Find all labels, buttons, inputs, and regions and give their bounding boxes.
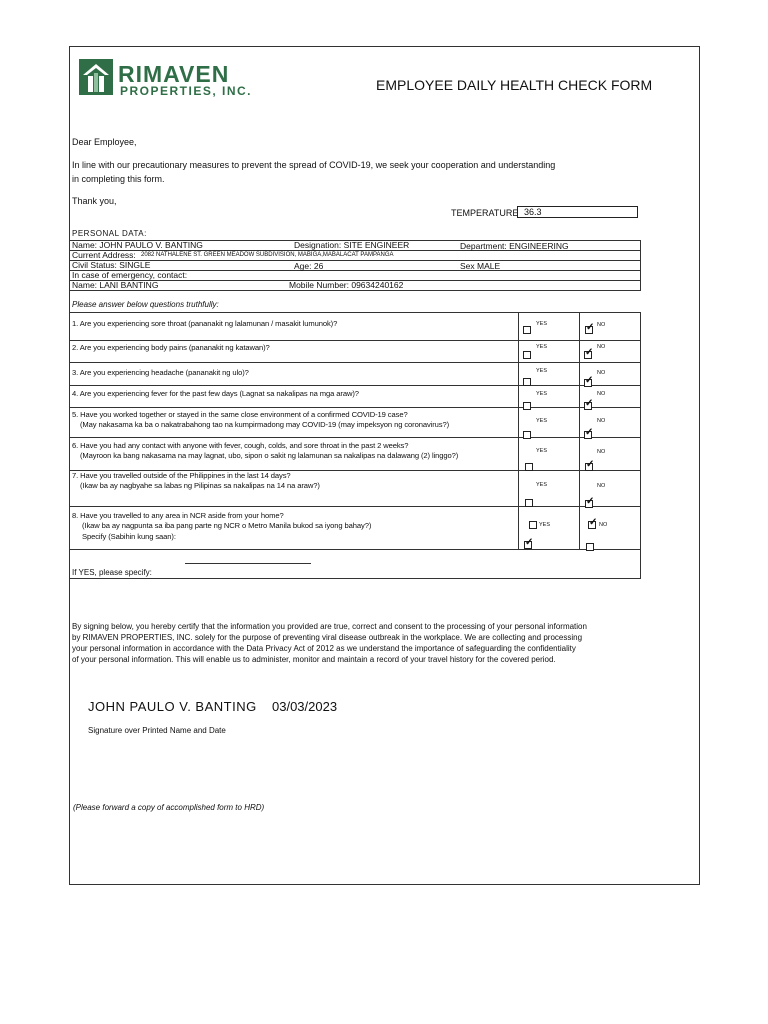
question-8: 8. Have you travelled to any area in NCR aside from your home?	[72, 511, 284, 520]
consent-line-2: by RIMAVEN PROPERTIES, INC. solely for the purpose of preventing viral disease outbreak in the workplace. We are collecting and processing	[72, 633, 583, 642]
q3-no-checkbox[interactable]	[584, 379, 592, 387]
question-5-translation: (May nakasama ka ba o nakatrabahong tao na kumpirmadong may COVID-19 (may impeksyon ng coronavirus?)	[80, 420, 450, 429]
question-8-translation: (Ikaw ba ay nagpunta sa iba pang parte ng NCR o Metro Manila bukod sa iyong bahay?)	[82, 521, 372, 530]
question-7-translation: (Ikaw ba ay nagbyahe sa labas ng Pilipinas sa nakalipas na 14 na araw?)	[80, 481, 320, 490]
form-page	[69, 46, 700, 885]
question-5: 5. Have you worked together or stayed in the same close environment of a confirmed COVID-19 case?	[72, 410, 408, 419]
question-2: 2. Are you experiencing body pains (pananakit ng katawan)?	[72, 343, 270, 352]
q3-yes-checkbox[interactable]	[523, 378, 531, 386]
personal-data-heading: PERSONAL DATA:	[72, 229, 147, 238]
consent-line-1: By signing below, you hereby certify that the information you provided are true, correct and consent to the processing of your personal information	[72, 622, 587, 631]
q8-yes-label: YES	[539, 522, 551, 528]
footer-note: (Please forward a copy of accomplished form to HRD)	[73, 803, 265, 812]
q1-no-label: NO	[597, 322, 606, 328]
q2-yes-label: YES	[536, 344, 548, 350]
q4-no-label: NO	[597, 391, 606, 397]
consent-line-3: your personal information in accordance with the Data Privacy Act of 2012 as we understand the importance of safeguarding the confidentiality	[72, 644, 576, 653]
question-3: 3. Are you experiencing headache (pananakit ng ulo)?	[72, 368, 249, 377]
q6-yes-label: YES	[536, 448, 548, 454]
q4-no-checkbox[interactable]	[584, 402, 592, 410]
temperature-field[interactable]: 36.3	[517, 206, 638, 218]
q7-yes-label: YES	[536, 482, 548, 488]
signature-date: 03/03/2023	[272, 699, 338, 714]
question-6-translation: (Mayroon ka bang nakasama na may lagnat, ubo, sipon o sakit ng lalamunan sa nakalipas na dalawang (2) linggo?)	[80, 451, 459, 460]
question-6: 6. Have you had any contact with anyone with fever, cough, colds, and sore throat in the past 2 weeks?	[72, 441, 409, 450]
q7-no-label: NO	[597, 483, 606, 489]
q8-yes-checkbox-inline[interactable]	[529, 521, 537, 529]
q2-no-label: NO	[597, 344, 606, 350]
q5-yes-checkbox[interactable]	[523, 431, 531, 439]
q5-no-label: NO	[597, 418, 606, 424]
q2-no-checkbox[interactable]	[584, 351, 592, 359]
company-name: RIMAVEN	[118, 61, 230, 87]
company-logo-icon	[79, 59, 113, 95]
q7-no-checkbox[interactable]	[585, 500, 593, 508]
civil-status: Civil Status: SINGLE	[72, 260, 151, 270]
company-subtitle: PROPERTIES, INC.	[120, 84, 253, 98]
q8-yes-checkbox[interactable]	[524, 541, 532, 549]
q2-yes-checkbox[interactable]	[523, 351, 531, 359]
q1-yes-checkbox[interactable]	[523, 326, 531, 334]
sex: Sex MALE	[460, 261, 501, 271]
question-4: 4. Are you experiencing fever for the past few days (Lagnat sa nakalipas na mga araw)?	[72, 389, 359, 398]
emergency-contact-label: In case of emergency, contact:	[72, 270, 188, 280]
question-1: 1. Are you experiencing sore throat (pananakit ng lalamunan / masakit lumunok)?	[72, 319, 338, 328]
mobile-number: Mobile Number: 09634240162	[289, 280, 404, 290]
consent-line-4: of your personal information. This will enable us to administer, monitor and maintain a record of your travel history for the covered period.	[72, 655, 556, 664]
address-label: Current Address:	[72, 250, 136, 260]
contact-name: Name: LANI BANTING	[72, 280, 159, 290]
q1-yes-label: YES	[536, 321, 548, 327]
question-7: 7. Have you travelled outside of the Philippines in the last 14 days?	[72, 471, 291, 480]
q4-yes-label: YES	[536, 391, 548, 397]
q5-yes-label: YES	[536, 418, 548, 424]
intro-line-2: in completing this form.	[72, 174, 165, 184]
q8-no-checkbox-inline[interactable]	[588, 521, 596, 529]
q6-yes-checkbox[interactable]	[525, 463, 533, 471]
thank-you: Thank you,	[72, 196, 117, 206]
address-value: 2082 NATHALENE ST. GREEN MEADOW SUBDIVISION, MABIGA,MABALACAT PAMPANGA	[141, 252, 394, 258]
intro-line-1: In line with our precautionary measures to prevent the spread of COVID-19, we seek your cooperation and understanding	[72, 160, 556, 170]
q4-yes-checkbox[interactable]	[523, 402, 531, 410]
q6-no-checkbox[interactable]	[585, 463, 593, 471]
age: Age: 26	[294, 261, 324, 271]
q8-no-label: NO	[599, 522, 608, 528]
employee-name: Name: JOHN PAULO V. BANTING	[72, 240, 203, 250]
if-yes-label: If YES, please specify:	[72, 568, 152, 577]
greeting: Dear Employee,	[72, 137, 137, 147]
department: Department: ENGINEERING	[460, 241, 569, 251]
signature-caption: Signature over Printed Name and Date	[88, 726, 226, 735]
q7-yes-checkbox[interactable]	[525, 499, 533, 507]
q3-yes-label: YES	[536, 368, 548, 374]
form-title: EMPLOYEE DAILY HEALTH CHECK FORM	[376, 77, 653, 93]
temperature-label: TEMPERATURE	[451, 208, 519, 218]
designation: Designation: SITE ENGINEER	[294, 240, 410, 250]
signature-name: JOHN PAULO V. BANTING	[88, 699, 257, 714]
question-8-specify: Specify (Sabihin kung saan):	[82, 532, 176, 541]
q1-no-checkbox[interactable]	[585, 326, 593, 334]
q5-no-checkbox[interactable]	[584, 431, 592, 439]
q3-no-label: NO	[597, 370, 606, 376]
q8-no-checkbox[interactable]	[586, 543, 594, 551]
questions-intro: Please answer below questions truthfully:	[72, 300, 219, 309]
q6-no-label: NO	[597, 449, 606, 455]
